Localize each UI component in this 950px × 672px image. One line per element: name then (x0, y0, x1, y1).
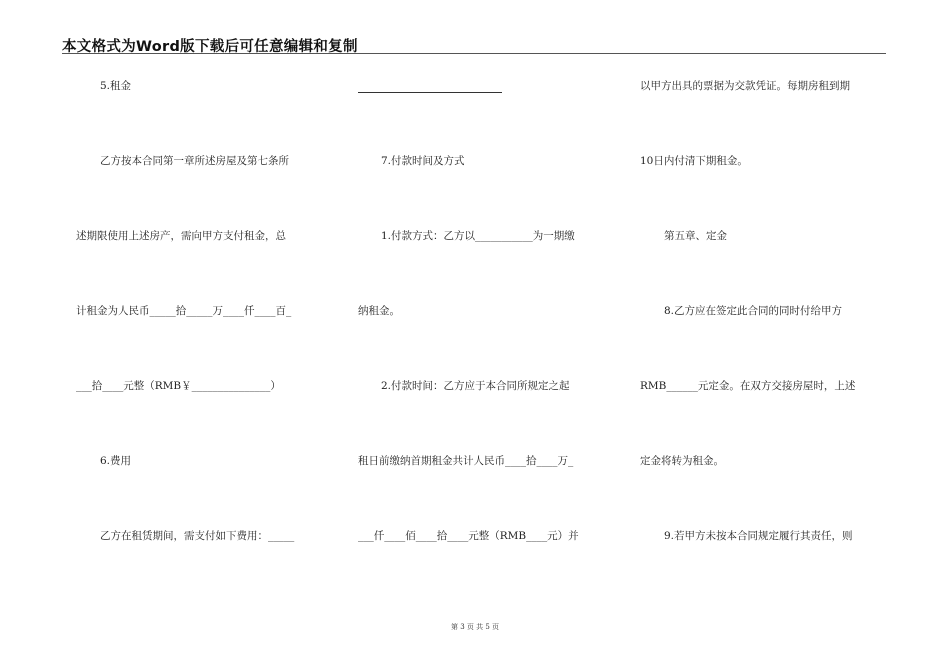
text-line: 乙方在租赁期间，需支付如下费用：_____ (100, 530, 295, 542)
blank-underline (358, 92, 502, 93)
text-line: 述期限使用上述房产，需向甲方支付租金，总 (76, 230, 286, 242)
text-line: RMB______元定金。在双方交接房屋时，上述 (640, 380, 856, 392)
text-line: 租日前缴纳首期租金共计人民币____拾____万_ (358, 455, 574, 467)
text-line: 8.乙方应在签定此合同的同时付给甲方 (664, 305, 843, 317)
page-number: 第 3 页 共 5 页 (450, 623, 500, 631)
text-line: 5.租金 (100, 80, 132, 92)
text-line: 6.费用 (100, 455, 132, 467)
text-line: 2.付款时间：乙方应于本合同所规定之起 (381, 380, 570, 392)
text-line: 7.付款时间及方式 (381, 155, 465, 167)
text-line: 定金将转为租金。 (640, 455, 724, 467)
text-line: ___拾____元整（RMB￥_______________） (76, 380, 281, 392)
header-divider (62, 53, 886, 54)
text-line: 乙方按本合同第一章所述房屋及第七条所 (100, 155, 289, 167)
document-header-title: 本文格式为Word版下载后可任意编辑和复制 (62, 39, 358, 55)
text-line: 以甲方出具的票据为交款凭证。每期房租到期 (640, 80, 850, 92)
text-line: 第五章、定金 (664, 230, 727, 242)
text-line: 计租金为人民币_____拾_____万____仟____百_ (76, 305, 292, 317)
text-line: ___仟____佰____拾____元整（RMB____元）并 (358, 530, 579, 542)
text-line: 纳租金。 (358, 305, 400, 317)
text-line: 9.若甲方未按本合同规定履行其责任，则 (664, 530, 853, 542)
text-line: 10日内付清下期租金。 (640, 155, 748, 167)
text-line: 1.付款方式：乙方以___________为一期缴 (381, 230, 575, 242)
